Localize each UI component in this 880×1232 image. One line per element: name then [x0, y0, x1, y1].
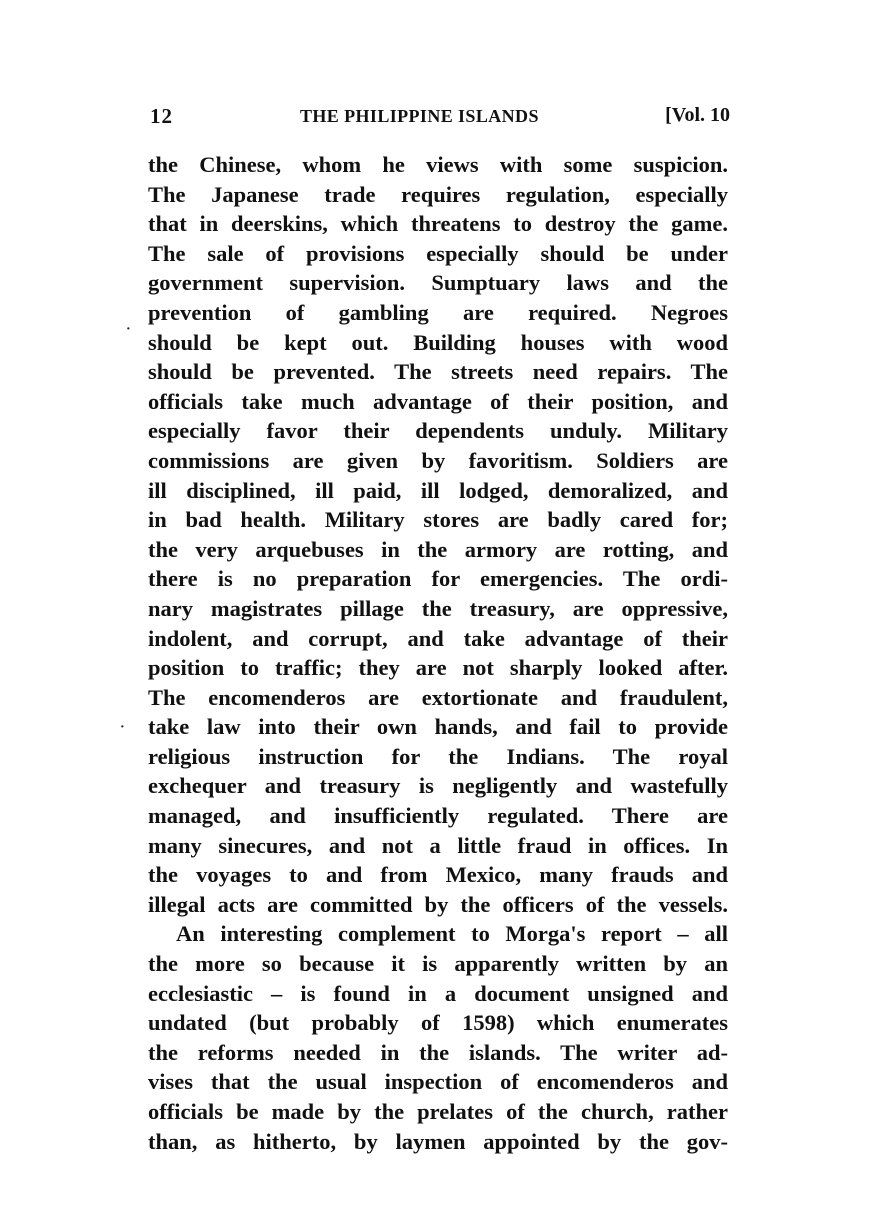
text-line: officials be made by the prelates of the church, rather	[148, 1099, 728, 1124]
text-line: commissions are given by favoritism. Soldiers are	[148, 447, 728, 473]
text-line: The Japanese trade requires regulation, especially	[148, 181, 728, 207]
page-header	[150, 104, 730, 134]
text-line: prevention of gambling are required. Negroes	[148, 299, 728, 325]
text-line: The sale of provisions especially should be under	[148, 240, 728, 266]
volume-label: [Vol. 10	[665, 104, 730, 126]
text-line: should be prevented. The streets need repairs. The	[148, 359, 728, 385]
text-line: nary magistrates pillage the treasury, are oppressive,	[148, 595, 728, 621]
text-line: ecclesiastic – is found in a document unsigned and	[148, 980, 728, 1006]
text-line: government supervision. Sumptuary laws and the	[148, 270, 728, 296]
margin-speck: ·	[120, 720, 125, 735]
text-line: exchequer and treasury is negligently and wastefully	[148, 773, 728, 799]
text-line: An interesting complement to Morga's report – all	[176, 921, 728, 947]
text-line: indolent, and corrupt, and take advantage of their	[148, 625, 728, 651]
text-line: should be kept out. Building houses with wood	[148, 329, 728, 355]
text-line: managed, and insufficiently regulated. There are	[148, 803, 728, 829]
text-line: officials take much advantage of their position, and	[148, 388, 728, 414]
text-line: position to traffic; they are not sharply looked after.	[148, 655, 728, 681]
text-line: especially favor their dependents unduly. Military	[148, 418, 728, 444]
text-line: vises that the usual inspection of encomenderos and	[148, 1069, 728, 1095]
text-line: the very arquebuses in the armory are rotting, and	[148, 536, 728, 562]
text-line: that in deerskins, which threatens to destroy the game.	[148, 211, 728, 237]
body-text	[148, 150, 728, 1156]
text-line: illegal acts are committed by the officers of the vessels.	[148, 891, 728, 917]
running-title: THE PHILIPPINE ISLANDS	[300, 106, 539, 126]
text-line: religious instruction for the Indians. The royal	[148, 743, 728, 769]
text-line: than, as hitherto, by laymen appointed by the gov-	[148, 1128, 728, 1154]
text-line: take law into their own hands, and fail to provide	[148, 714, 728, 740]
text-line: the Chinese, whom he views with some suspicion.	[148, 152, 728, 177]
text-line: there is no preparation for emergencies. The ordi-	[148, 566, 728, 592]
text-line: undated (but probably of 1598) which enumerates	[148, 1010, 728, 1036]
text-line: the reforms needed in the islands. The writer ad-	[148, 1039, 728, 1065]
text-line: ill disciplined, ill paid, ill lodged, demoralized, and	[148, 477, 728, 503]
text-line: the voyages to and from Mexico, many frauds and	[148, 862, 728, 888]
text-line: The encomenderos are extortionate and fraudulent,	[148, 684, 728, 710]
text-line: in bad health. Military stores are badly cared for;	[148, 507, 728, 533]
page-number: 12	[150, 104, 173, 128]
text-line: many sinecures, and not a little fraud in offices. In	[148, 832, 728, 858]
text-line: the more so because it is apparently written by an	[148, 951, 728, 977]
margin-speck: ·	[126, 322, 131, 337]
